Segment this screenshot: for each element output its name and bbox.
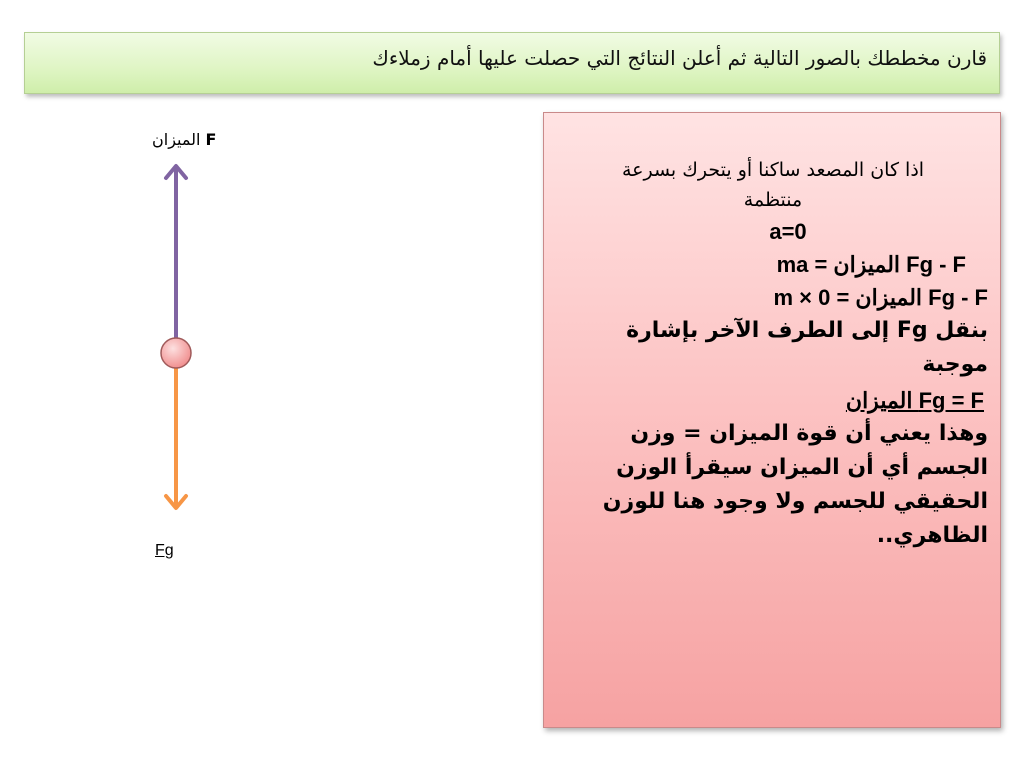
- body-circle: [161, 338, 191, 368]
- banner-text: قارن مخططك بالصور التالية ثم أعلن النتائج التي حصلت عليها أمام زملاءك: [372, 46, 987, 70]
- equation-a: a=0: [769, 219, 807, 244]
- move-term-text: بنقل Fg إلى الطرف الآخر بإشارة موجبة: [626, 318, 988, 377]
- force-diagram: [140, 150, 220, 520]
- explanation-panel: [543, 112, 1001, 728]
- scale-force-letter: F: [205, 130, 217, 149]
- title-banner: [24, 32, 1000, 94]
- scale-force-label: [152, 130, 216, 149]
- equation-2: Fg - F الميزان = m × 0: [773, 285, 988, 310]
- equation-3: Fg = F الميزان: [845, 388, 984, 413]
- intro-line-1: اذا كان المصعد ساكنا أو يتحرك بسرعة: [621, 159, 925, 181]
- panel-content: [558, 155, 988, 553]
- conclusion-text: وهذا يعني أن قوة الميزان = وزن الجسم أي أن الميزان سيقرأ الوزن الحقيقي للجسم ولا وجود هنا للوزن الظاهري..: [602, 421, 988, 548]
- scale-force-word: الميزان: [152, 130, 201, 149]
- intro-line-2: منتظمة: [743, 189, 803, 211]
- weight-force-label: Fg: [155, 542, 174, 559]
- equation-1: Fg - F الميزان = ma: [776, 252, 966, 277]
